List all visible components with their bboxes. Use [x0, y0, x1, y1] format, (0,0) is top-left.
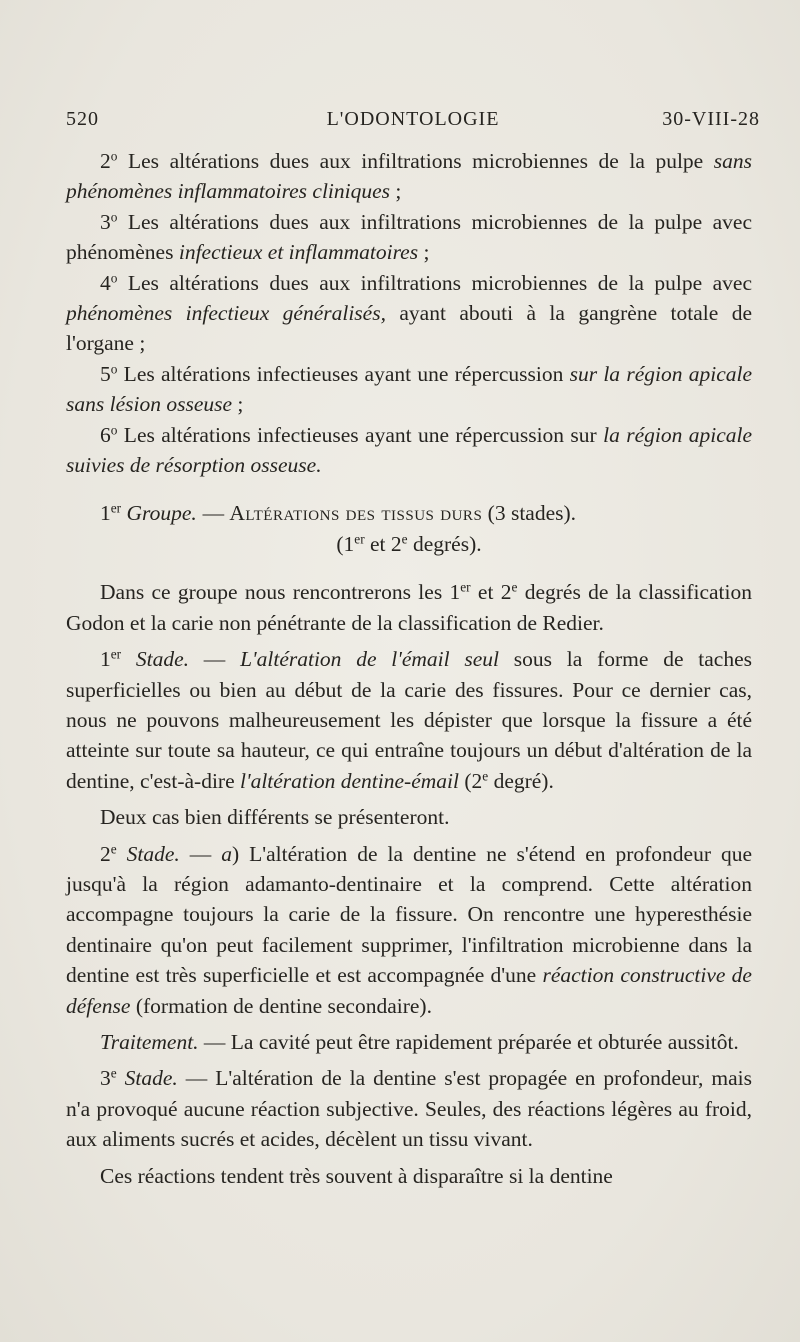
page-number: 520	[66, 108, 99, 130]
stade-1-paragraph: 1er Stade. — L'altération de l'émail seul sous la forme de taches superficielles ou bien au début de la carie des fissures. Pour ce dernier cas, nous ne pouvons malheureusement les dépister que lorsque la fissure a été atteinte sur toute sa hauteur, ce qui entraîne toujours un début d'altération de la dentine, c'est-à-dire l'altération dentine-émail (2e degré).	[66, 646, 752, 793]
journal-title: L'ODONTOLOGIE	[326, 108, 500, 130]
traitement-paragraph: Traitement. — La cavité peut être rapidement préparée et obturée aussitôt.	[100, 1029, 739, 1054]
running-header	[66, 108, 760, 138]
list-item-4: 4$^o$ Les altérations dues aux infiltrations microbiennes de la pulpe avec phénomènes infectieux généralisés, ayant abouti à la gangrène totale de l'organe ;	[66, 270, 752, 356]
group-subheading: (1er et 2e degrés).	[336, 531, 482, 556]
list-item-5: 5$^o$ Les altérations infectieuses ayant une répercussion sur la région apicale sans lésion osseuse ;	[66, 361, 752, 417]
stade-2-paragraph: 2e Stade. — a) L'altération de la dentine ne s'étend en profondeur que jusqu'à la région adamanto-dentinaire et la comprend. Cette altération accompagne toujours la carie de la fissure. On rencontre une hyperesthésie dentinaire qu'on peut facilement supprimer, l'infiltration microbienne dans la dentine est très superficielle et est accompagnée d'une réaction constructive de défense (formation de dentine secondaire).	[66, 841, 752, 1018]
list-item-3: 3$^o$ Les altérations dues aux infiltrations microbiennes de la pulpe avec phénomènes infectieux et inflammatoires ;	[66, 209, 752, 265]
group-heading: 1er Groupe. — Altérations des tissus durs (3 stades).	[100, 501, 577, 526]
issue-date: 30-VIII-28	[662, 108, 760, 130]
list-item-6: 6$^o$ Les altérations infectieuses ayant une répercussion sur la région apicale suivies de résorption osseuse.	[66, 422, 752, 478]
stade-3-paragraph: 3e Stade. — L'altération de la dentine s'est propagée en profondeur, mais n'a provoqué aucune réaction subjective. Seules, des réactions légères au froid, aux aliments sucrés et acides, décèlent un tissu vivant.	[66, 1066, 752, 1152]
deux-cas-paragraph: Deux cas bien différents se présenteront.	[100, 805, 450, 830]
intro-paragraph: Dans ce groupe nous rencontrerons les 1er et 2e degrés de la classification Godon et la carie non pénétrante de la classification de Redier.	[66, 579, 752, 635]
final-paragraph: Ces réactions tendent très souvent à disparaître si la dentine	[100, 1163, 613, 1188]
list-item-2: 2$^o$ Les altérations dues aux infiltrations microbiennes de la pulpe sans phénomènes inflammatoires cliniques ;	[66, 148, 752, 204]
body-text	[66, 146, 752, 1191]
